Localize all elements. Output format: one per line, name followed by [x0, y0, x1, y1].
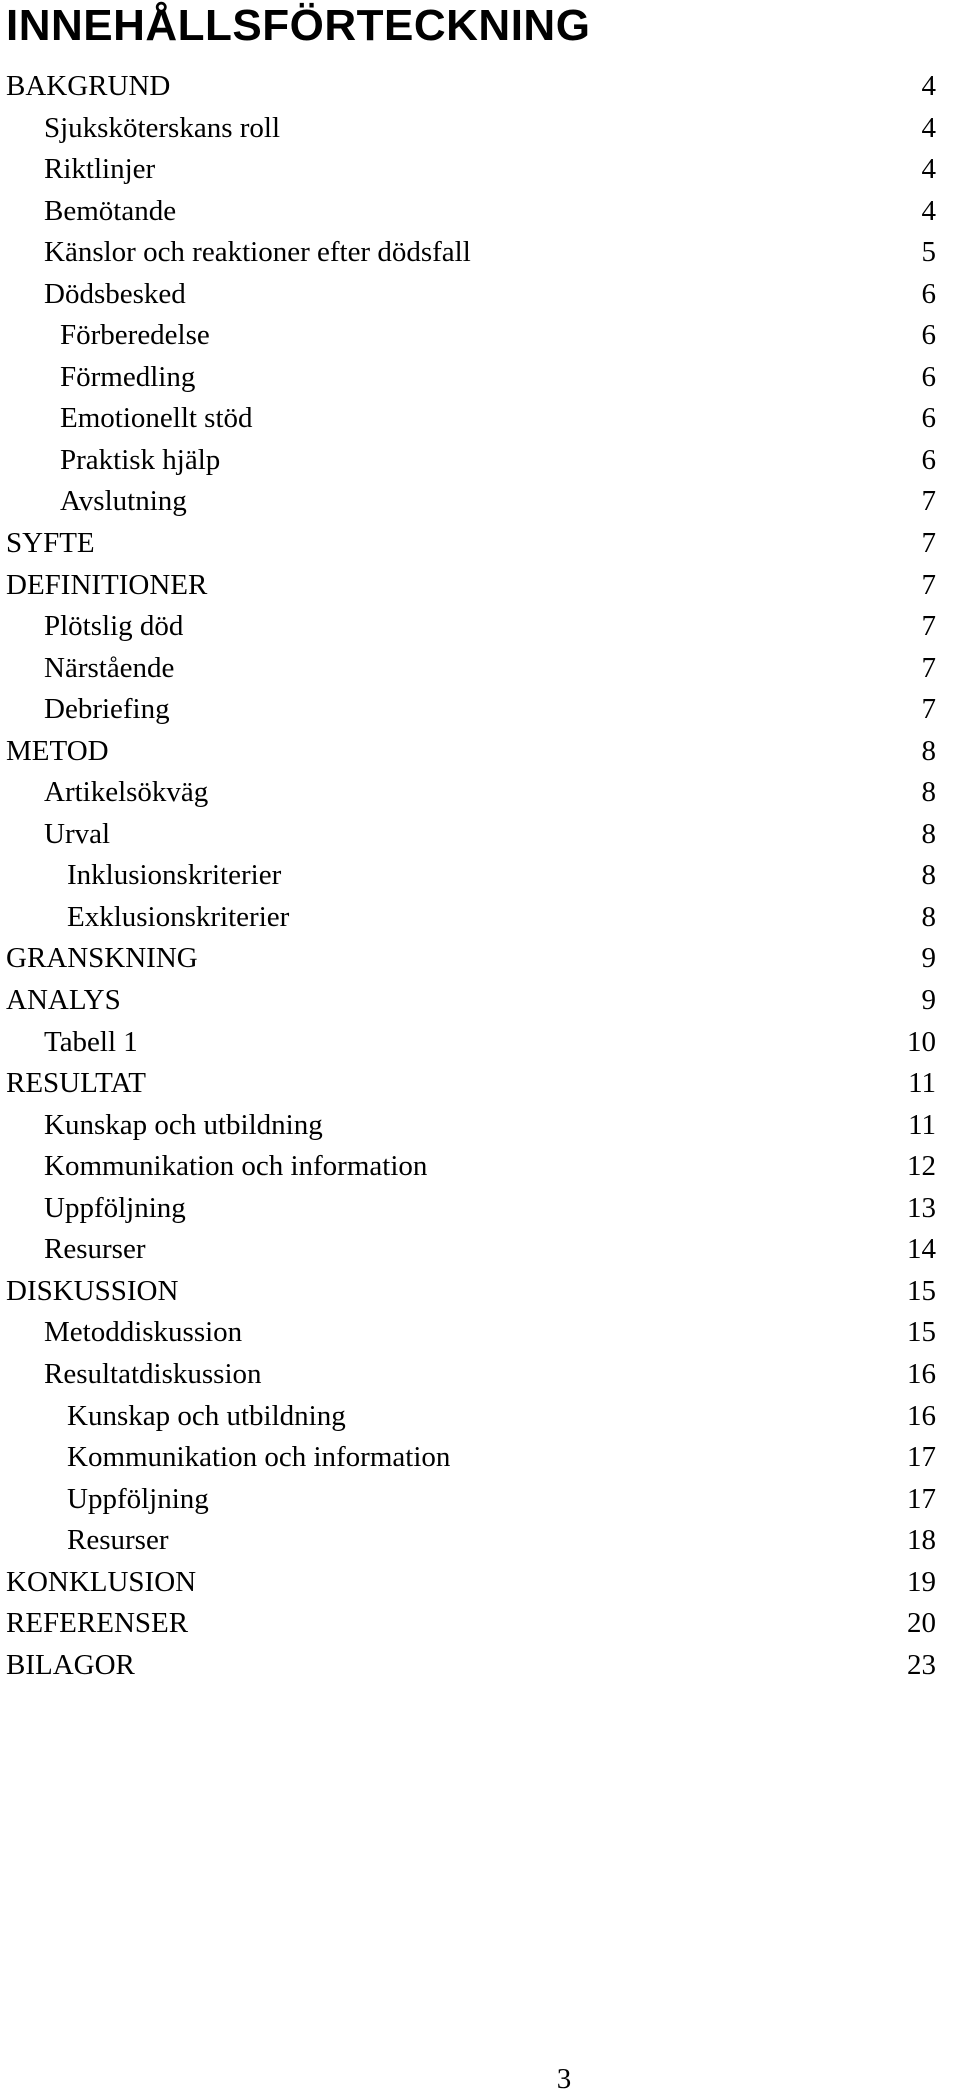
toc-entry-label: Uppföljning: [67, 1482, 209, 1515]
toc-entry[interactable]: [0, 108, 960, 150]
toc-entry-page: 7: [921, 527, 936, 560]
toc-entry[interactable]: [0, 1479, 960, 1521]
toc-entry-label: Kommunikation och information: [67, 1441, 451, 1474]
toc-entry[interactable]: [0, 938, 960, 980]
toc-entry-page: 11: [908, 1108, 936, 1141]
toc-entry-page: 15: [907, 1274, 936, 1307]
toc-entry-label: Avslutning: [60, 485, 187, 518]
toc-entry-label: Kunskap och utbildning: [44, 1108, 323, 1141]
page-title: INNEHÅLLSFÖRTECKNING: [6, 1, 591, 50]
toc-entry[interactable]: [0, 1603, 960, 1645]
toc-entry-page: 4: [921, 194, 936, 227]
toc-entry-page: 5: [921, 236, 936, 269]
toc-entry-page: 4: [921, 153, 936, 186]
toc-entry[interactable]: [0, 1063, 960, 1105]
toc-entry-label: ANALYS: [6, 984, 121, 1017]
toc-entry-label: Sjuksköterskans roll: [44, 111, 281, 144]
toc-entry[interactable]: [0, 565, 960, 607]
toc-entry-page: 8: [921, 734, 936, 767]
toc-entry[interactable]: [0, 232, 960, 274]
toc-entry-page: 8: [921, 817, 936, 850]
toc-entry-label: BILAGOR: [6, 1648, 135, 1681]
toc-entry-page: 12: [907, 1150, 936, 1183]
toc-entry[interactable]: [0, 274, 960, 316]
toc-entry[interactable]: [0, 1562, 960, 1604]
toc-entry-label: Uppföljning: [44, 1191, 186, 1224]
toc-entry-label: Kommunikation och information: [44, 1150, 428, 1183]
toc-entry[interactable]: [0, 1520, 960, 1562]
toc-entry-page: 7: [921, 651, 936, 684]
toc-entry[interactable]: [0, 1396, 960, 1438]
toc-entry[interactable]: [0, 648, 960, 690]
toc-entry-page: 6: [921, 319, 936, 352]
toc-entry[interactable]: [0, 1271, 960, 1313]
toc-entry[interactable]: [0, 1437, 960, 1479]
toc-entry[interactable]: [0, 398, 960, 440]
page-number-text: 3: [556, 2063, 572, 2095]
toc-entry-page: 9: [921, 942, 936, 975]
toc-entry-label: DISKUSSION: [6, 1274, 179, 1307]
toc-entry-label: REFERENSER: [6, 1607, 189, 1640]
toc-entry-label: Praktisk hjälp: [60, 443, 221, 476]
toc-entry-label: Riktlinjer: [44, 153, 156, 186]
toc-entry-label: SYFTE: [6, 527, 95, 560]
toc-entry-page: 7: [921, 693, 936, 726]
page-number: [0, 2062, 960, 2096]
toc-entry-page: 9: [921, 984, 936, 1017]
toc-entry-page: 20: [907, 1607, 936, 1640]
toc-entry[interactable]: [0, 149, 960, 191]
toc-entry-label: Emotionellt stöd: [60, 402, 253, 435]
toc-entry-page: 18: [907, 1524, 936, 1557]
toc-entry[interactable]: [0, 440, 960, 482]
toc-entry-label: METOD: [6, 734, 109, 767]
toc-entry-page: 16: [907, 1357, 936, 1390]
toc-entry-page: 11: [908, 1067, 936, 1100]
toc-entry-page: 6: [921, 277, 936, 310]
toc-entry-label: Resurser: [44, 1233, 146, 1266]
table-of-contents: [0, 66, 960, 1686]
toc-entry-page: 6: [921, 443, 936, 476]
toc-entry[interactable]: [0, 1105, 960, 1147]
toc-entry[interactable]: [0, 1146, 960, 1188]
toc-entry-label: Plötslig död: [44, 610, 184, 643]
toc-entry-page: 8: [921, 776, 936, 809]
toc-entry-page: 10: [907, 1025, 936, 1058]
toc-entry-page: 15: [907, 1316, 936, 1349]
toc-entry[interactable]: [0, 897, 960, 939]
toc-entry-label: Debriefing: [44, 693, 170, 726]
toc-entry[interactable]: [0, 1022, 960, 1064]
toc-entry-page: 8: [921, 900, 936, 933]
toc-entry[interactable]: [0, 855, 960, 897]
toc-entry-label: Resultatdiskussion: [44, 1357, 262, 1390]
toc-entry-label: Bemötande: [44, 194, 177, 227]
toc-entry[interactable]: [0, 1188, 960, 1230]
toc-entry[interactable]: [0, 731, 960, 773]
toc-entry-label: Metoddiskussion: [44, 1316, 243, 1349]
toc-entry[interactable]: [0, 1645, 960, 1687]
toc-entry[interactable]: [0, 606, 960, 648]
toc-entry-label: Inklusionskriterier: [67, 859, 282, 892]
toc-entry[interactable]: [0, 1312, 960, 1354]
toc-entry[interactable]: [0, 1354, 960, 1396]
toc-entry-page: 23: [907, 1648, 936, 1681]
toc-entry-page: 17: [907, 1441, 936, 1474]
toc-entry-page: 7: [921, 568, 936, 601]
toc-entry-label: RESULTAT: [6, 1067, 147, 1100]
toc-entry[interactable]: [0, 357, 960, 399]
toc-entry-label: Förberedelse: [60, 319, 210, 352]
toc-entry-label: Kunskap och utbildning: [67, 1399, 346, 1432]
toc-entry-label: GRANSKNING: [6, 942, 198, 975]
toc-entry-page: 6: [921, 360, 936, 393]
toc-entry-label: Känslor och reaktioner efter dödsfall: [44, 236, 471, 269]
toc-entry-page: 13: [907, 1191, 936, 1224]
toc-entry-page: 4: [921, 111, 936, 144]
toc-entry[interactable]: [0, 191, 960, 233]
toc-entry-label: Förmedling: [60, 360, 196, 393]
toc-entry[interactable]: [0, 315, 960, 357]
toc-entry[interactable]: [0, 523, 960, 565]
toc-entry[interactable]: [0, 66, 960, 108]
toc-entry-page: 19: [907, 1565, 936, 1598]
toc-entry-label: Dödsbesked: [44, 277, 186, 310]
toc-entry[interactable]: [0, 980, 960, 1022]
toc-entry[interactable]: [0, 689, 960, 731]
toc-entry[interactable]: [0, 1229, 960, 1271]
toc-entry-page: 14: [907, 1233, 936, 1266]
toc-entry-label: Närstående: [44, 651, 175, 684]
toc-entry-label: Artikelsökväg: [44, 776, 209, 809]
toc-entry-page: 6: [921, 402, 936, 435]
toc-entry-page: 17: [907, 1482, 936, 1515]
toc-entry-page: 16: [907, 1399, 936, 1432]
toc-entry[interactable]: [0, 814, 960, 856]
toc-entry-page: 8: [921, 859, 936, 892]
toc-entry-page: 7: [921, 610, 936, 643]
toc-entry-label: KONKLUSION: [6, 1565, 197, 1598]
toc-entry-label: DEFINITIONER: [6, 568, 208, 601]
toc-entry-label: Resurser: [67, 1524, 169, 1557]
toc-entry-label: Exklusionskriterier: [67, 900, 290, 933]
toc-entry-page: 4: [921, 70, 936, 102]
toc-entry-page: 7: [921, 485, 936, 518]
toc-entry-label: Tabell 1: [44, 1025, 138, 1058]
toc-entry-label: BAKGRUND: [6, 70, 171, 102]
toc-entry[interactable]: [0, 772, 960, 814]
toc-entry-label: Urval: [44, 817, 111, 850]
toc-entry[interactable]: [0, 481, 960, 523]
